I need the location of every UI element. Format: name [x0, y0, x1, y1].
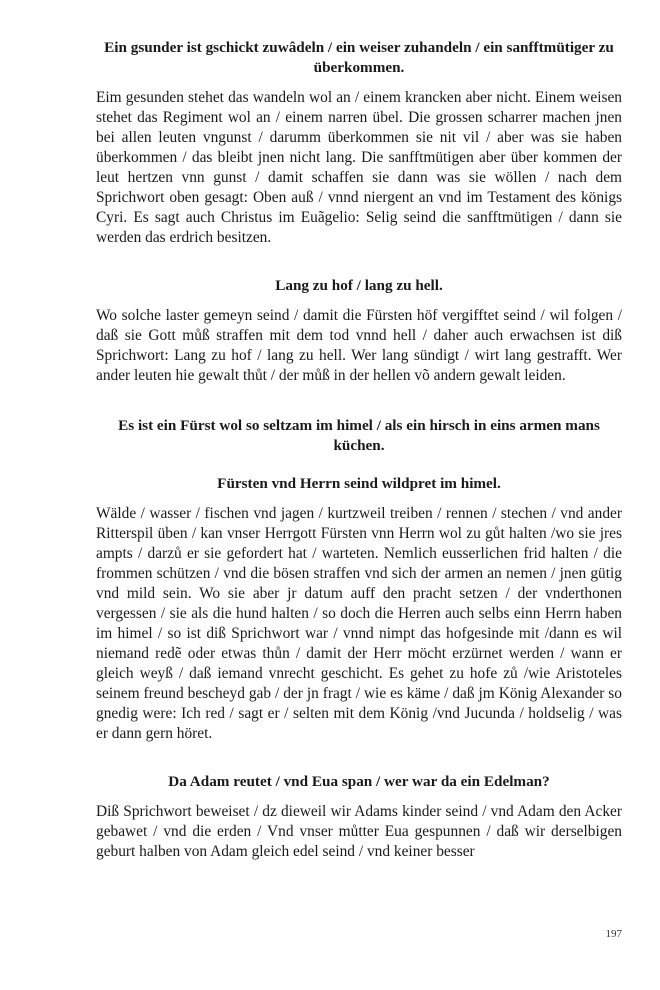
section-heading: Es ist ein Fürst wol so seltzam im himel / als ein hirsch in eins armen mans küchen.: [118, 417, 600, 454]
section-heading: Fürsten vnd Herrn seind wildpret im himel.: [217, 475, 501, 492]
section-paragraph: Wo solche laster gemeyn seind / damit die Fürsten höf vergifftet seind / wil folgen / daß sie Gott můß straffen mit dem tod vnnd hell / daher auch erwachsen ist diß Sprichwort: Lang zu hof / lang zu hell. Wer lang sündigt / wirt lang gestrafft. Wer ander leuten hie gewalt thůt / der můß in der hellen võ andern gewalt leiden.: [96, 307, 622, 384]
section-paragraph: Wälde / wasser / fischen vnd jagen / kurtzweil treiben / rennen / stechen / vnd ander Ritterspil üben / kan vnser Herrgott Fürsten vnn Herrn wol zu gůt halten /wo sie jres ampts / darzů er sie gefordert hat / warteten. Nemlich eusserlichen frid halten / die frommen schützen / vnd die bösen straffen vnd sich der armen an nemen / jnen gütig vnd mild sein. Wo sie aber jr datum auff den pracht setzen / der vnderthonen vergessen / sie als die hund halten / so doch die Herren auch selbs einn Herrn haben im himel / so ist diß Sprichwort war / vnnd nimpt das hofgesinde mit /dann es wil niemand redẽ oder etwas thůn / damit der Herr möcht erzürnet werden / wann er gleich weyß / daß iemand vnrecht geschicht. Es gehet zu hofe zů /wie Aristoteles seinem freund bescheyd gab / der jn fragt / wie es käme / daß jm König Alexander so gnedig were: Ich red / sagt er / selten mit dem König /vnd Jucunda / holdselig / was er dann gern höret.: [96, 505, 622, 742]
section-heading: Ein gsunder ist gschickt zuwâdeln / ein weiser zuhandeln / ein sanfftmütiger zu überkommen.: [104, 39, 614, 76]
section-heading: Da Adam reutet / vnd Eua span / wer war da ein Edelman?: [168, 773, 550, 790]
page-content: [96, 38, 622, 862]
proverb-section-5: [96, 772, 622, 862]
proverb-section-3: [96, 416, 622, 456]
page-number: 197: [605, 928, 622, 940]
proverb-section-4: [96, 474, 622, 744]
section-heading: Lang zu hof / lang zu hell.: [275, 277, 443, 294]
proverb-section-2: [96, 276, 622, 386]
proverb-section-1: [96, 38, 622, 248]
section-paragraph: Eim gesunden stehet das wandeln wol an / einem krancken aber nicht. Einem weisen stehet das Regiment wol an / einem narren übel. Die grossen scharrer machen jnen bei allen leuten vngunst / darumm überkommen sie nit vil / aber was sie haben überkommen / das bleibt jnen nicht lang. Die sanfftmütigen aber über kommen der leut hertzen vnn gunst / damit schaffen sie dann was sie wöllen / nach dem Sprichwort oben gesagt: Oben auß / vnnd niergent an vnd im Testament des königs Cyri. Es sagt auch Christus im Euãgelio: Selig seind die sanfftmütigen / dann sie werden das erdrich besitzen.: [96, 89, 622, 246]
section-paragraph: Diß Sprichwort beweiset / dz dieweil wir Adams kinder seind / vnd Adam den Acker gebawet / vnd die erden / Vnd vnser můtter Eua gespunnen / daß wir derselbigen geburt halben von Adam gleich edel seind / vnd keiner besser: [96, 803, 622, 860]
